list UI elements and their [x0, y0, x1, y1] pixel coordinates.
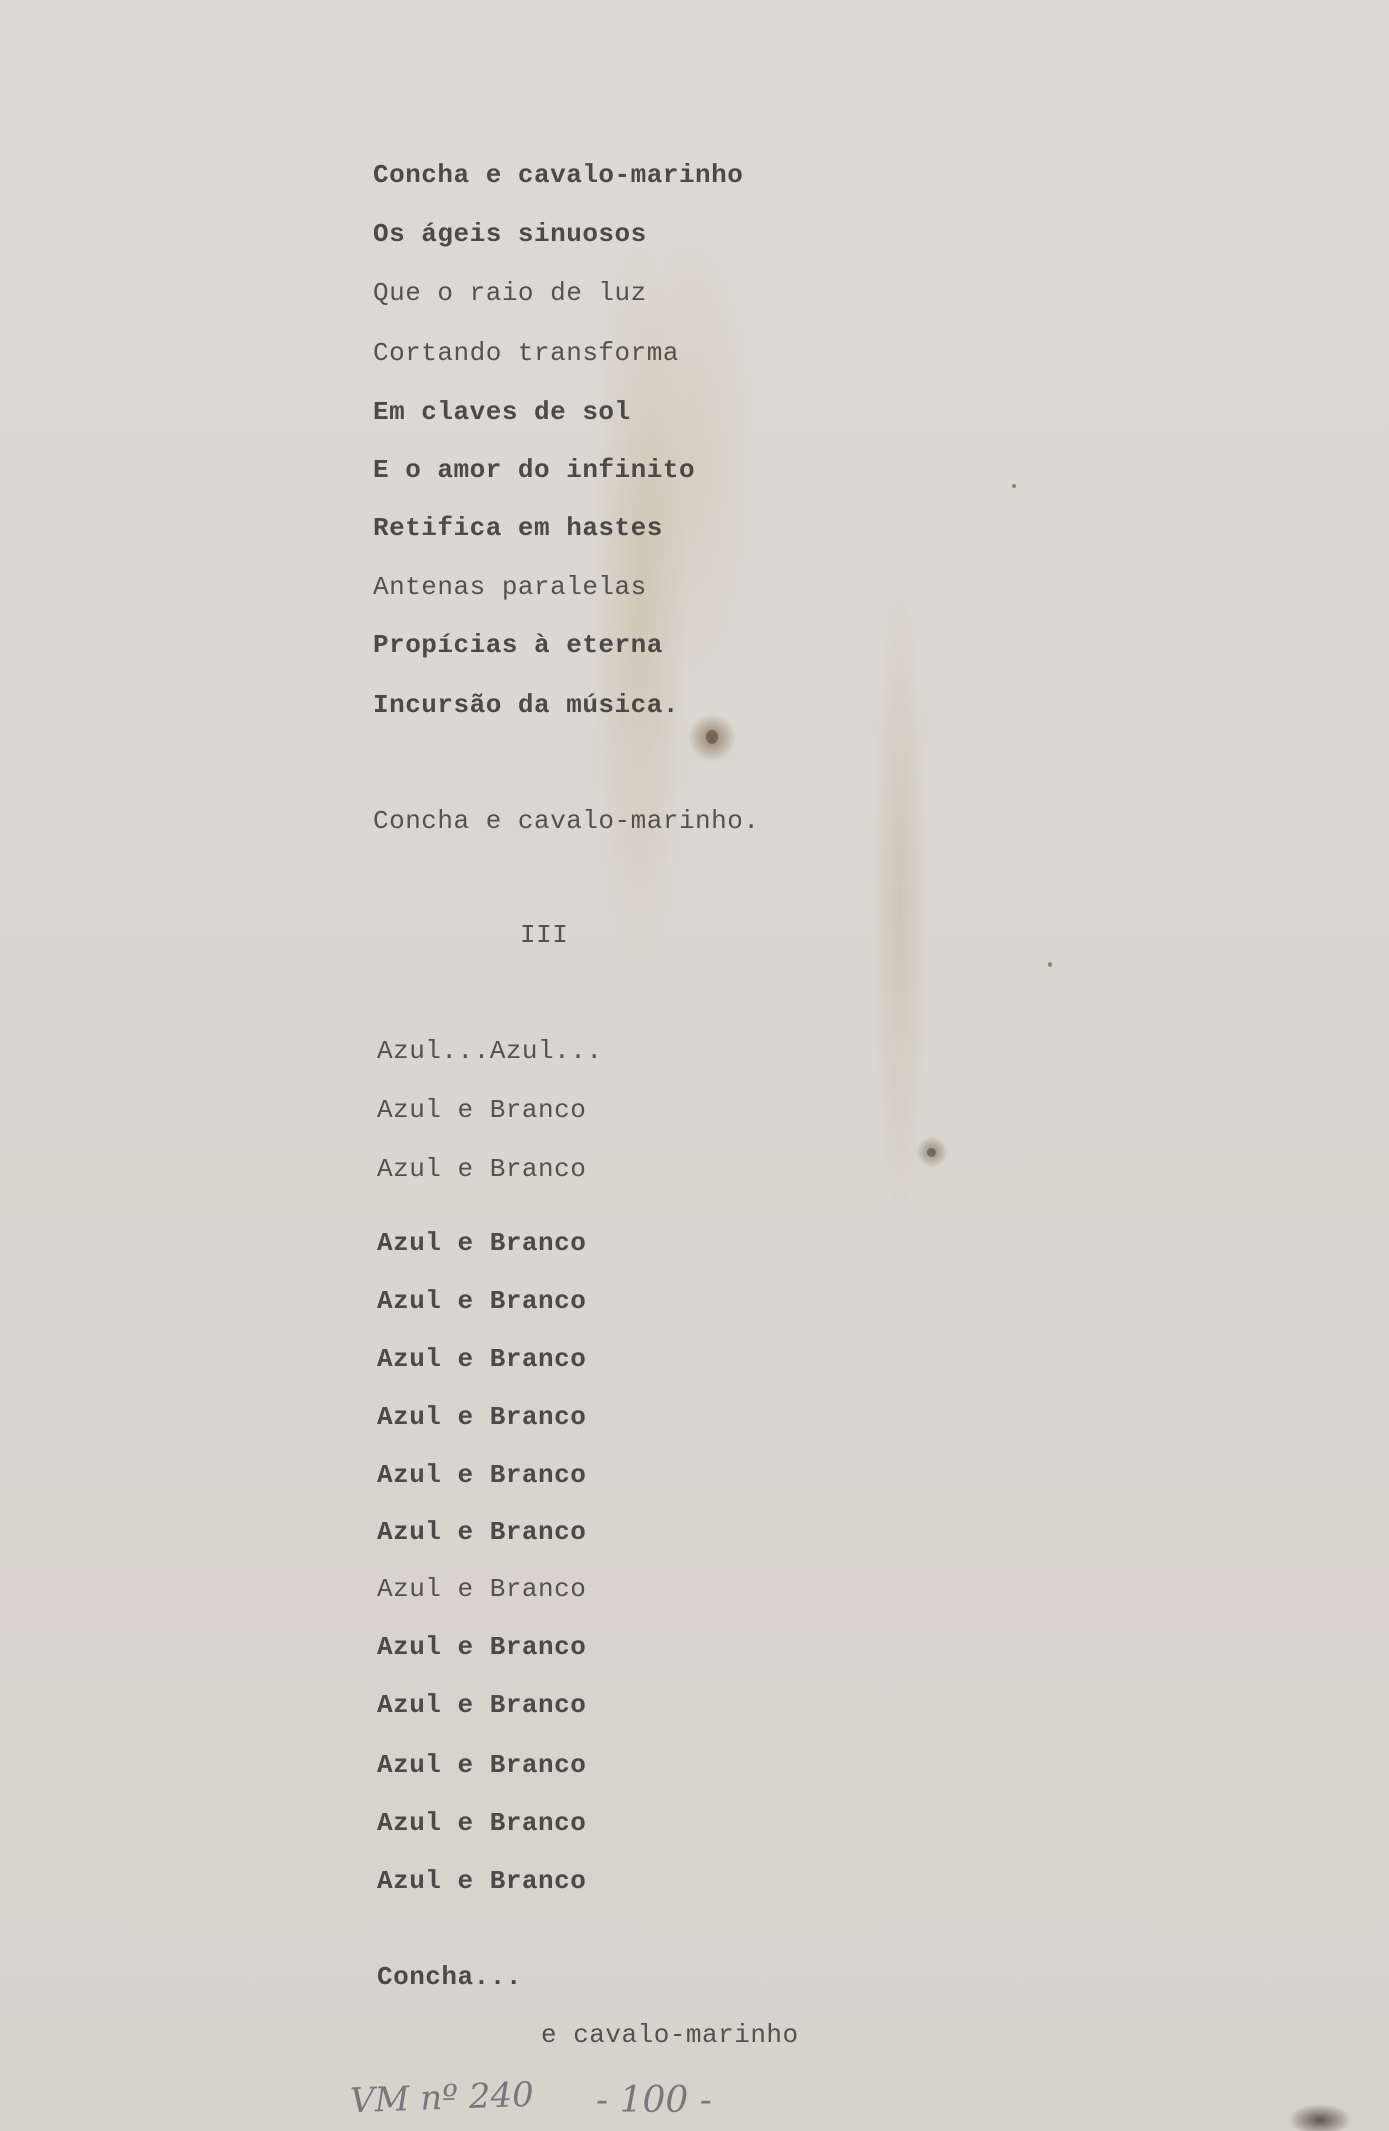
- poem-line: Antenas paralelas: [373, 572, 647, 602]
- poem-line: Os ágeis sinuosos: [373, 219, 647, 249]
- poem-line: E o amor do infinito: [373, 455, 696, 485]
- page-number: - 100 -: [596, 2080, 712, 2121]
- poem-line: Azul e Branco: [377, 1154, 587, 1184]
- poem-line: Propícias à eterna: [373, 630, 663, 660]
- poem-line: Azul e Branco: [377, 1808, 587, 1838]
- poem-line: Azul e Branco: [377, 1517, 587, 1547]
- poem-line: Azul e Branco: [377, 1402, 587, 1432]
- poem-line: Azul e Branco: [377, 1460, 587, 1490]
- refrain-line: Concha e cavalo-marinho.: [373, 806, 760, 836]
- poem-line: Azul e Branco: [377, 1344, 587, 1374]
- archive-reference-note: VM nº 240: [349, 2074, 535, 2122]
- poem-line: Azul...Azul...: [377, 1036, 603, 1066]
- poem-line: Azul e Branco: [377, 1750, 587, 1780]
- section-number: III: [520, 920, 569, 950]
- stain-mark: [706, 730, 718, 744]
- poem-line: Concha...: [377, 1962, 522, 1992]
- poem-line: Que o raio de luz: [373, 278, 647, 308]
- stain-mark: [1048, 962, 1052, 967]
- poem-line: Azul e Branco: [377, 1690, 587, 1720]
- poem-line: Azul e Branco: [377, 1095, 587, 1125]
- poem-line: Cortando transforma: [373, 338, 679, 368]
- stain-mark: [927, 1148, 936, 1157]
- poem-line: Concha e cavalo-marinho: [373, 160, 744, 190]
- poem-line: Azul e Branco: [377, 1632, 587, 1662]
- poem-line: Azul e Branco: [377, 1574, 587, 1604]
- poem-line: Azul e Branco: [377, 1866, 587, 1896]
- poem-line: Em claves de sol: [373, 397, 631, 427]
- poem-line: Incursão da música.: [373, 690, 679, 720]
- stain-mark: [1012, 484, 1016, 488]
- poem-line: e cavalo-marinho: [541, 2020, 799, 2050]
- poem-line: Azul e Branco: [377, 1286, 587, 1316]
- poem-line: Retifica em hastes: [373, 513, 663, 543]
- poem-line: Azul e Branco: [377, 1228, 587, 1258]
